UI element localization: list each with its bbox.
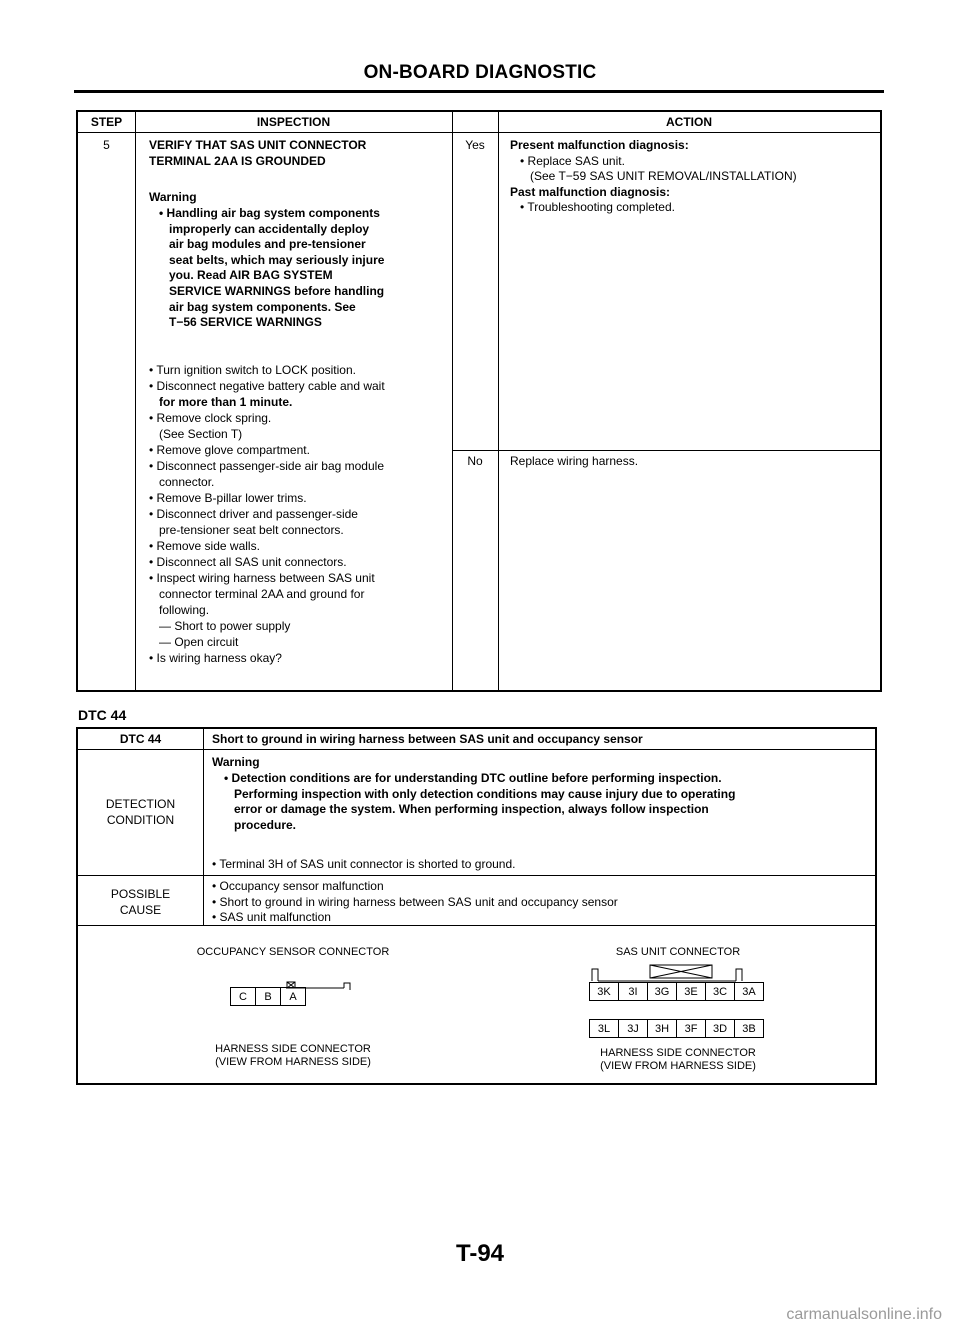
page-title: ON-BOARD DIAGNOSTIC <box>363 62 597 83</box>
terminal-3i: 3I <box>618 982 648 1001</box>
caption-line: HARNESS SIDE CONNECTOR <box>215 1043 371 1055</box>
dtc-warning-line: procedure. <box>234 817 297 832</box>
warning-line: air bag system components. See <box>169 299 356 314</box>
terminal-3g: 3G <box>647 982 677 1001</box>
sas-connector-title: SAS UNIT CONNECTOR <box>615 946 741 958</box>
row-divider <box>78 749 875 750</box>
inspection-title <box>149 138 366 169</box>
dtc-warning-line: • Detection conditions are for understanding DTC outline before performing inspection. <box>224 771 722 785</box>
warning-text <box>159 206 384 331</box>
terminal-3a: 3A <box>734 982 764 1001</box>
title-rule <box>74 90 884 93</box>
page-number: T-94 <box>455 1240 505 1267</box>
step-number: 5 <box>103 138 110 152</box>
sas-connector-bottom-row <box>590 1019 764 1038</box>
yes-no-divider <box>452 450 880 451</box>
caption-line: (VIEW FROM HARNESS SIDE) <box>600 1060 756 1072</box>
column-divider <box>452 112 453 690</box>
detection-label-line: CONDITION <box>106 812 175 827</box>
warning-line: seat belts, which may seriously injure <box>169 252 385 267</box>
procedure-step: following. <box>159 603 210 617</box>
dtc-heading: DTC 44 <box>78 707 127 723</box>
procedure-step: for more than 1 minute. <box>159 395 293 409</box>
cause-item: • SAS unit malfunction <box>212 910 331 925</box>
yes-action <box>510 138 797 216</box>
occupancy-connector-caption <box>173 1043 413 1069</box>
action-line: (See T−59 SAS UNIT REMOVAL/INSTALLATION) <box>530 169 797 184</box>
sas-connector-caption <box>578 1047 778 1073</box>
action-line: • Replace SAS unit. <box>520 153 625 168</box>
terminal-3k: 3K <box>589 982 619 1001</box>
procedure-step: pre-tensioner seat belt connectors. <box>159 523 344 537</box>
dtc-description: Short to ground in wiring harness between SAS unit and occupancy sensor <box>212 732 643 746</box>
inspection-title-line: VERIFY THAT SAS UNIT CONNECTOR <box>149 138 367 152</box>
terminal-a: A <box>280 987 306 1006</box>
procedure-step: • Turn ignition switch to LOCK position. <box>149 363 356 377</box>
dtc-warning-line: error or damage the system. When performing inspection, always follow inspection <box>234 802 709 817</box>
sas-connector-latch <box>590 959 780 983</box>
terminal-3j: 3J <box>618 1019 648 1038</box>
terminal-3c: 3C <box>705 982 735 1001</box>
procedure-step: • Is wiring harness okay? <box>149 651 282 665</box>
possible-cause-label <box>78 887 203 918</box>
header-inspection: INSPECTION <box>256 115 331 129</box>
caption-line: HARNESS SIDE CONNECTOR <box>600 1047 756 1059</box>
procedure-step: connector. <box>159 475 215 489</box>
dtc-warning-text <box>224 771 735 833</box>
column-divider <box>203 729 204 925</box>
cause-item: • Occupancy sensor malfunction <box>212 879 384 893</box>
terminal-3b: 3B <box>734 1019 764 1038</box>
procedure-step: • Disconnect driver and passenger-side <box>149 507 358 521</box>
warning-label: Warning <box>149 190 197 204</box>
detection-label <box>78 797 203 828</box>
occupancy-connector <box>231 987 306 1006</box>
header-divider <box>78 132 880 133</box>
terminal-3l: 3L <box>589 1019 619 1038</box>
column-divider <box>498 112 499 690</box>
terminal-b: B <box>255 987 281 1006</box>
detection-note: • Terminal 3H of SAS unit connector is shorted to ground. <box>212 857 516 871</box>
header-step: STEP <box>90 115 123 129</box>
procedure-step: connector terminal 2AA and ground for <box>159 587 365 601</box>
possible-causes <box>212 879 618 926</box>
procedure-step: • Remove glove compartment. <box>149 443 310 457</box>
row-divider <box>78 875 875 876</box>
terminal-3f: 3F <box>676 1019 706 1038</box>
dtc-code-cell: DTC 44 <box>119 732 162 746</box>
terminal-3e: 3E <box>676 982 706 1001</box>
warning-line: SERVICE WARNINGS before handling <box>169 283 385 298</box>
procedure-step: • Remove clock spring. <box>149 411 272 425</box>
warning-line: • Handling air bag system components <box>159 206 380 220</box>
cause-item: • Short to ground in wiring harness between SAS unit and occupancy sensor <box>212 894 618 909</box>
caption-line: (VIEW FROM HARNESS SIDE) <box>215 1056 371 1068</box>
no-action: Replace wiring harness. <box>510 454 639 468</box>
inspection-title-line: TERMINAL 2AA IS GROUNDED <box>149 153 326 168</box>
procedure-list <box>149 362 385 666</box>
possible-cause-label-line: POSSIBLE <box>110 887 171 901</box>
procedure-step: • Disconnect passenger-side air bag module <box>149 459 384 473</box>
procedure-step: • Remove B-pillar lower trims. <box>149 491 307 505</box>
dtc-warning-label: Warning <box>212 755 260 769</box>
detection-label-line: DETECTION <box>105 797 176 811</box>
header-action: ACTION <box>666 115 712 129</box>
terminal-3h: 3H <box>647 1019 677 1038</box>
warning-line: T−56 SERVICE WARNINGS <box>169 315 322 330</box>
terminal-c: C <box>230 987 256 1006</box>
column-divider <box>135 112 136 690</box>
procedure-step: — Open circuit <box>159 635 239 649</box>
terminal-3d: 3D <box>705 1019 735 1038</box>
dtc-warning-line: Performing inspection with only detection conditions may cause injury due to operating <box>234 786 736 801</box>
procedure-step: • Disconnect all SAS unit connectors. <box>149 555 347 569</box>
procedure-step: (See Section T) <box>159 427 243 441</box>
warning-line: improperly can accidentally deploy <box>169 221 370 236</box>
action-line: Past malfunction diagnosis: <box>510 184 671 199</box>
watermark: carmanualsonline.info <box>786 1306 942 1323</box>
no-label: No <box>467 454 483 468</box>
sas-connector-top-row <box>590 982 764 1001</box>
yes-label: Yes <box>465 138 485 152</box>
procedure-step: • Disconnect negative battery cable and wait <box>149 379 385 393</box>
warning-line: air bag modules and pre-tensioner <box>169 237 366 252</box>
inspection-table <box>76 110 882 692</box>
procedure-step: — Short to power supply <box>159 619 291 633</box>
procedure-step: • Remove side walls. <box>149 539 260 553</box>
action-line: • Troubleshooting completed. <box>520 200 675 215</box>
action-line: Present malfunction diagnosis: <box>510 138 689 152</box>
procedure-step: • Inspect wiring harness between SAS unit <box>149 571 375 585</box>
dtc-table <box>76 727 877 1085</box>
warning-line: you. Read AIR BAG SYSTEM <box>169 268 333 283</box>
occupancy-connector-title: OCCUPANCY SENSOR CONNECTOR <box>196 946 390 958</box>
possible-cause-label-line: CAUSE <box>119 902 162 917</box>
